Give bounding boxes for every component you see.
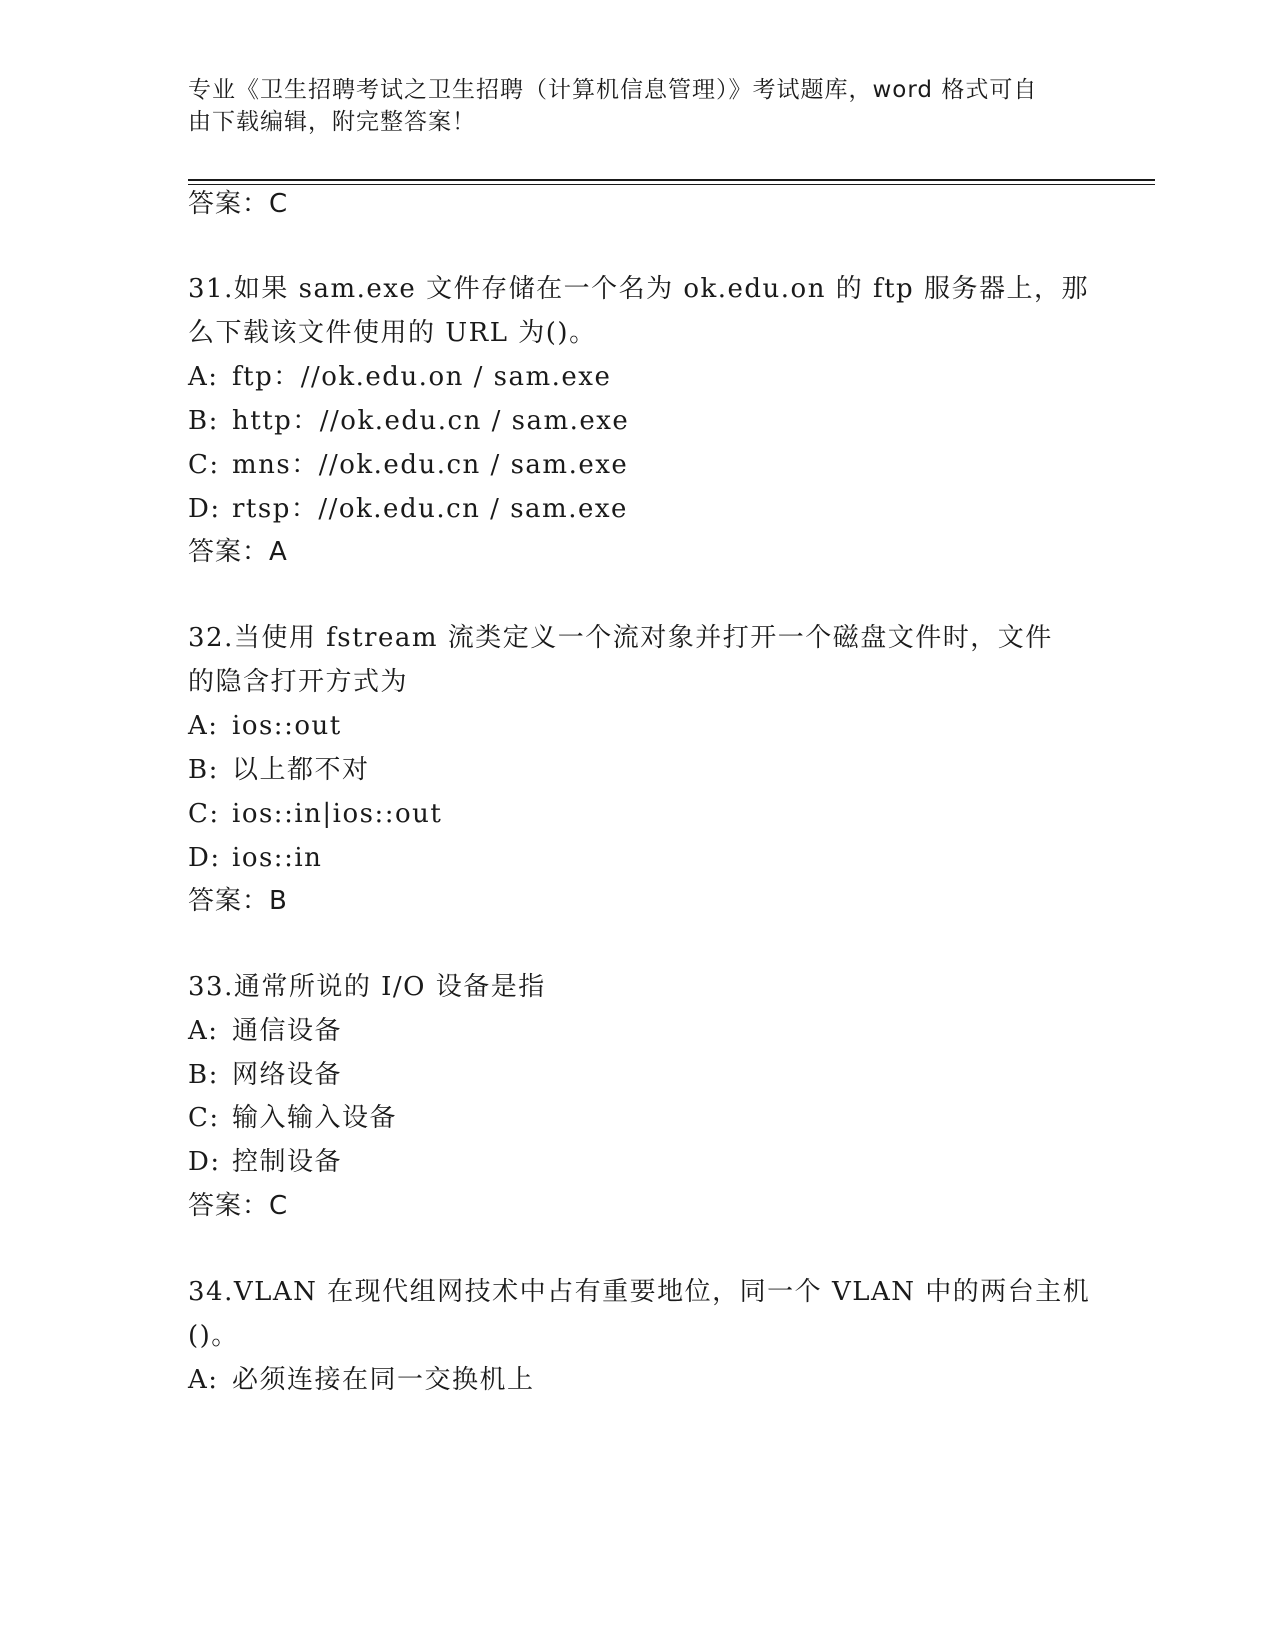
document-header: [188, 74, 1068, 138]
question-32-stem-line-2: 的隐含打开方式为: [188, 667, 409, 697]
question-34-stem-line-1: 34.VLAN 在现代组网技术中占有重要地位，同一个 VLAN 中的两台主机: [188, 1277, 1091, 1307]
question-32-option-c: [188, 796, 442, 832]
option-text: ftp：//ok.edu.on / sam.exe: [232, 362, 612, 392]
question-33-stem-line-1: 33.通常所说的 I/O 设备是指: [188, 972, 546, 1002]
question-31-answer: 答案：A: [188, 537, 288, 567]
question-31-option-d: [188, 491, 628, 527]
option-letter: A:: [188, 1016, 219, 1046]
option-text: ios::out: [232, 711, 342, 741]
option-text: ios::in: [232, 843, 323, 873]
question-33-answer: 答案：C: [188, 1191, 289, 1221]
question-32-option-d: [188, 840, 322, 876]
question-33-option-c: [188, 1100, 397, 1136]
option-letter: C:: [188, 450, 220, 480]
option-letter: A:: [188, 711, 219, 741]
option-text: 以上都不对: [232, 755, 370, 785]
header-divider-thick: [188, 179, 1155, 181]
option-letter: D:: [188, 1147, 221, 1177]
question-32-option-b: [188, 752, 370, 788]
option-text: 输入输入设备: [232, 1103, 398, 1133]
option-text: ios::in|ios::out: [232, 799, 443, 829]
option-letter: D:: [188, 494, 221, 524]
header-line-1: 专业《卫生招聘考试之卫生招聘（计算机信息管理）》考试题库，word 格式可自: [188, 77, 1038, 103]
option-letter: A:: [188, 362, 219, 392]
option-text: 网络设备: [232, 1060, 343, 1090]
question-31-stem-line-1: 31.如果 sam.exe 文件存储在一个名为 ok.edu.on 的 ftp 服务器上，那: [188, 274, 1089, 304]
option-letter: A:: [188, 1365, 219, 1395]
option-letter: C:: [188, 1103, 220, 1133]
option-text: rtsp：//ok.edu.cn / sam.exe: [232, 494, 628, 524]
option-text: 控制设备: [232, 1147, 343, 1177]
option-text: mns：//ok.edu.cn / sam.exe: [232, 450, 629, 480]
question-32-option-a: [188, 708, 342, 744]
question-31-option-b: [188, 403, 629, 439]
question-32-answer: 答案：B: [188, 886, 288, 916]
option-letter: D:: [188, 843, 221, 873]
question-34-option-a: [188, 1362, 535, 1398]
option-letter: B:: [188, 1060, 219, 1090]
option-text: 通信设备: [232, 1016, 343, 1046]
option-letter: B:: [188, 406, 219, 436]
option-text: 必须连接在同一交换机上: [232, 1365, 535, 1395]
header-line-2: 由下载编辑，附完整答案！: [188, 109, 476, 135]
question-33-option-d: [188, 1144, 342, 1180]
header-divider-thin: [188, 184, 1155, 185]
question-33-option-b: [188, 1057, 342, 1093]
option-letter: C:: [188, 799, 220, 829]
question-32-stem-line-1: 32.当使用 fstream 流类定义一个流对象并打开一个磁盘文件时，文件: [188, 623, 1053, 653]
question-31-option-a: [188, 359, 611, 395]
question-33-option-a: [188, 1013, 342, 1049]
option-letter: B:: [188, 755, 219, 785]
answer-previous: 答案：C: [188, 189, 289, 219]
question-31-stem-line-2: 么下载该文件使用的 URL 为()。: [188, 318, 597, 348]
question-34-stem-line-2: ()。: [188, 1321, 239, 1351]
question-31-option-c: [188, 447, 628, 483]
option-text: http：//ok.edu.cn / sam.exe: [232, 406, 630, 436]
